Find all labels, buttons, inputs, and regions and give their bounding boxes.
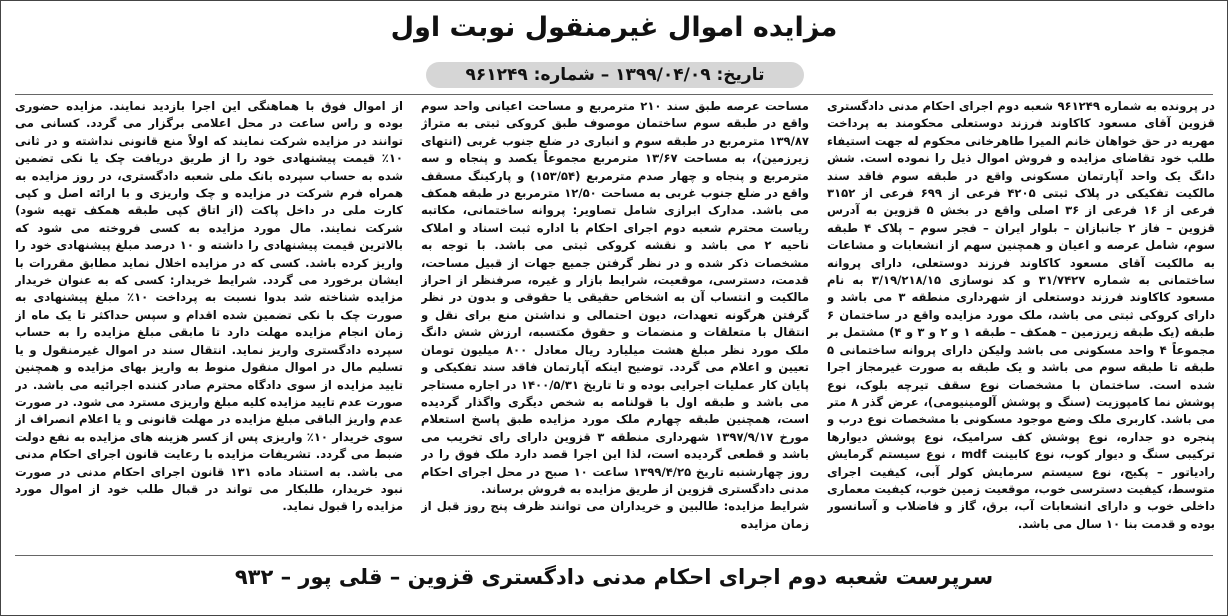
notice-title: مزایده اموال غیرمنقول نوبت اول (390, 12, 838, 43)
notice-signature: سرپرست شعبه دوم اجرای احکام مدنی دادگستری قزوین – قلی پور – ۹۳۲ (234, 565, 994, 589)
conditions-label: شرایط مزایده: (723, 499, 809, 514)
conditions-paragraph (421, 498, 809, 533)
notice-body (15, 98, 1215, 550)
notice-date-number: تاریخ: ۱۳۹۹/۰۴/۰۹ – شماره: ۹۶۱۲۴۹ (426, 62, 804, 88)
column-text: در پرونده به شماره ۹۶۱۲۴۹ شعبه دوم اجرای احکام مدنی دادگستری قزوین آقای مسعود کاکاوند فرزند دوستعلی محکومند به پرداخت مهریه در حق خواهان خانم المیرا طاهرخانی محکوم له جهت استیفاء طلب خود تقاضای مزایده و فروش اموال ذیل را نموده است. شش دانگ یک واحد آپارتمان مسکونی واقع در طبقه سوم فاقد سند مالکیت تفکیکی در پلاک ثبتی ۴۲۰۵ فرعی از ۶۹۹ فرعی از ۳۱۵۲ فرعی از ۱۶ فرعی از ۳۶ اصلی واقع در بخش ۵ قزوین به آدرس قزوین – فاز ۲ جانبازان – بلوار ایران – فجر سوم – پلاک ۴ طبقه سوم، شامل عرصه و اعیان و همچنین سهم از انشعابات و مشاعات به مالکیت آقای مسعود کاکاوند فرزند دوستعلی، دارای پروانه ساختمانی به شماره ۳۱/۷۴۲۷ و کد نوسازی ۳/۱۹/۲۱۸/۱۵ به نام مسعود کاکاوند فرزند دوستعلی از شهرداری منطقه ۳ می باشد و دارای کروکی ثبتی می باشد، ملک مورد مزایده واقع در ساختمان ۶ طبقه (یک طبقه زیرزمین – همکف – طبقه ۱ و ۲ و ۳ و ۴) مشتمل بر مجموعاً ۴ واحد مسکونی می باشد ولیکن دارای پروانه ساختمانی ۵ طبقه تا طبقه سوم می باشد و یک طبقه به صورت غیرمجاز اجرا شده است. ساختمان با مشخصات نوع سقف تیرچه بلوک، نوع پوشش نما کامپوزیت (سنگ و پوشش آلومینیومی)، عرض گذر ۸ متر می باشد. کاربری ملک وضع موجود مسکونی با مشخصات نوع درب و پنجره دو جداره، نوع پوشش کف سرامیک، نوع پوشش دیوارها ترکیبی سنگ و دیوار کوب، نوع کابینت mdf ، نوع سیستم گرمایش رادیاتور – پکیج، نوع سیستم سرمایش کولر آبی، کیفیت اجرای متوسط، کیفیت دسترسی خوب، موقعیت زمین خوب، کیفیت معماری داخلی خوب و دارای انشعابات آب، برق، گاز و فاضلاب و آسانسور بوده و قدمت بنا ۱۰ سال می باشد. (827, 99, 1215, 531)
column-middle (421, 98, 809, 550)
column-text: از اموال فوق با هماهنگی این اجرا بازدید نمایند. مزایده حضوری بوده و راس ساعت در محل اعلامی برگزار می گردد. کسانی می توانند در مزایده شرکت نمایند که اولاً منع قانونی نداشته و در ثانی ۱۰٪ قیمت پیشنهادی خود را از طریق دریافت چک یا نکی تضمین شده به حساب سپرده بانک ملی شعبه دادگستری، در روز مزایده به همراه فرم شرکت در مزایده و چک واریزی و با ارائه اصل و کپی کارت ملی در داخل پاکت (از اتاق کپی طبقه همکف تهیه شود) شرکت نمایند. مال مورد مزایده به کسی فروخته می شود که بالاترین قیمت پیشنهادی را داشته و ۱۰ درصد مبلغ پیشنهادی خود را واریز کرده باشد. کسی که در مزایده اخلال نماید مطابق مقررات با ایشان برخورد می گردد. شرایط خریدار: کسی که به عنوان خریدار مزایده شناخته شد بدوا نسبت به پرداخت ۱۰٪ مبلغ پیشنهادی به صورت چک با نکی تضمین شده اقدام و سپس حداکثر تا یک ماه از زمان انجام مزایده مهلت دارد تا مابقی مبلغ مزایده را به حساب سپرده دادگستری واریز نماید. انتقال سند در اموال غیرمنقول و یا تسلیم مال در اموال منقول منوط به واریز بهای مزایده و همچنین تایید مزایده از سوی دادگاه محترم صادر کننده اجرائیه می باشد. در صورت عدم تایید مزایده کلیه مبلغ واریزی مسترد می شود. در صورت عدم واریز الباقی مبلغ مزایده در مهلت قانونی و یا اعلام انصراف از سوی خریدار ۱۰٪ واریزی پس از کسر هزینه های مزایده به نفع دولت ضبط می گردد. تشریفات مزایده با رعایت قانون اجرای احکام مدنی می باشد. به استناد ماده ۱۳۱ قانون اجرای احکام مدنی در صورت نبود خریدار، طلبکار می تواند در قبال طلب خود از اموال مورد مزایده را قبول نماید. (15, 99, 403, 514)
divider (15, 555, 1213, 556)
divider (15, 94, 1213, 95)
column-text: مساحت عرصه طبق سند ۲۱۰ مترمربع و مساحت اعیانی واحد سوم واقع در طبقه سوم ساختمان موصوف طبق کروکی ثبتی به متراژ ۱۳۹/۸۷ مترمربع در طبقه سوم و انباری در ضلع جنوب غربی (انتهای زیرزمین)، به مساحت ۱۳/۶۷ مترمربع مجموعاً یکصد و پنجاه و سه مترمربع و پنجاه و چهار صدم مترمربع (۱۵۳/۵۴) و پارکینگ مسقف واقع در ضلع جنوب غربی به مساحت ۱۲/۵۰ مترمربع در طبقه همکف می باشد. مدارک ابرازی شامل تصاویر: پروانه ساختمانی، مکاتبه ریاست محترم شعبه دوم اجرای احکام با اداره ثبت اسناد و املاک ناحیه ۲ می باشد و نقشه کروکی ثبتی می باشد. با توجه به مشخصات ذکر شده و در نظر گرفتن جمیع جهات از قبیل مساحت، قدمت، دسترسی، موقعیت، شرایط بازار و غیره، صرفنظر از احراز مالکیت و انتساب آن به اشخاص حقیقی یا حقوقی و بدون در نظر گرفتن هرگونه تعهدات، دیون احتمالی و نداشتن منع برای نقل و انتقال با متعلقات و منضمات و حقوق مکتسبه، ارزش شش دانگ ملک مورد نظر مبلغ هشت میلیارد ریال معادل ۸۰۰ میلیون تومان تعیین و اعلام می گردد. توضیح اینکه آپارتمان فاقد سند تفکیکی و پایان کار عملیات اجرایی بوده و تا تاریخ ۱۴۰۰/۵/۳۱ در اجاره مستاجر می باشد و طبقه اول با قولنامه به شخص دیگری واگذار گردیده است، همچنین طبقه چهارم ملک مورد مزایده طبق پاسخ استعلام مورخ ۱۳۹۷/۹/۱۷ شهرداری منطقه ۳ قزوین دارای رای تخریب می باشد و قطعی گردیده است، لذا این اجرا قصد دارد ملک فوق را در روز چهارشنبه تاریخ ۱۳۹۹/۴/۲۵ ساعت ۱۰ صبح در محل اجرای احکام مدنی دادگستری قزوین از طریق مزایده به فروش برساند. (421, 99, 809, 496)
column-left (15, 98, 403, 550)
conditions-text: طالبین و خریداران می توانند ظرف پنج روز قبل از زمان مزایده (421, 499, 809, 531)
column-right (827, 98, 1215, 550)
